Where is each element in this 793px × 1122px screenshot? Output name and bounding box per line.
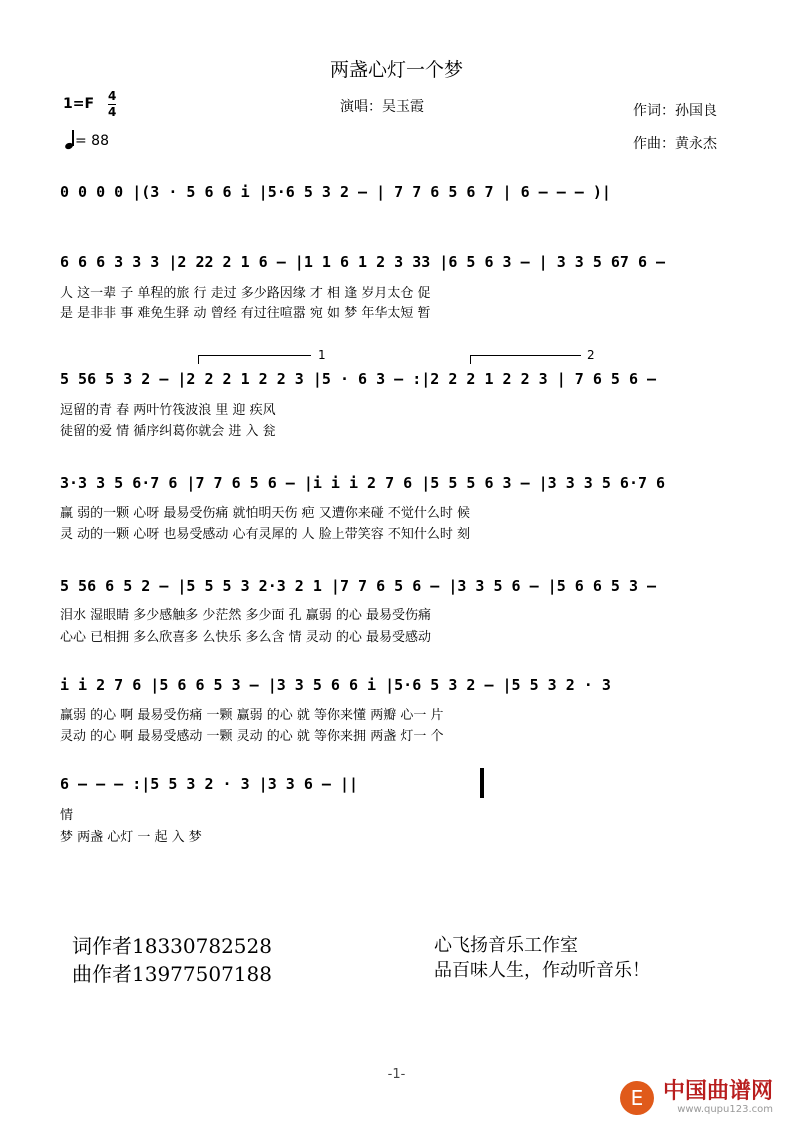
quarter-note-icon [65, 131, 75, 149]
lyric-line-6b: 灵动 的心 啊 最易受感动 一颗 灵动 的心 就 等你来拥 两盏 灯一 个 [60, 729, 444, 744]
time-sig-bottom: 4 [108, 105, 117, 119]
notation-line-4: 3·3 3 5 6·7 6 |7 7 6 5 6 – |i i i 2 7 6 |5 5 5 6 3 – |3 3 3 5 6·7 6 [60, 474, 666, 492]
notation-line-1: 0 0 0 0 |(3 · 5 6 6 i |5·6 5 3 2 – | 7 7 6 5 6 7 | 6 – – – )| [60, 183, 611, 201]
volta-bracket-1 [198, 355, 311, 364]
lyric-line-3b: 徒留的爱 情 循序纠葛你就会 进 入 瓮 [60, 424, 276, 439]
lyric-line-6a: 赢弱 的心 啊 最易受伤痛 一颗 赢弱 的心 就 等你来懂 两瓣 心一 片 [60, 708, 444, 723]
notation-line-7: 6 – – – :|5 5 3 2 · 3 |3 3 6 – || [60, 775, 359, 793]
tempo-value: = 88 [75, 133, 109, 149]
watermark-name: 中国曲谱网 [662, 1079, 773, 1104]
tempo-marking [65, 131, 109, 149]
notation-line-2: 6 6 6 3 3 3 |2 22 2 1 6 – |1 1 6 1 2 3 33 |6 5 6 3 – | 3 3 5 67 6 – [60, 253, 666, 271]
volta-number-2: 2 [587, 348, 595, 362]
notation-line-5: 5 56 6 5 2 – |5 5 5 3 2·3 2 1 |7 7 6 5 6 – |3 3 5 6 – |5 6 6 5 3 – [60, 577, 657, 595]
lyric-line-5a: 泪水 湿眼睛 多少感触多 少茫然 多少面 孔 赢弱 的心 最易受伤痛 [60, 608, 432, 623]
lyric-line-4b: 灵 动的一颗 心呀 也易受感动 心有灵犀的 人 脸上带笑容 不知什么时 刻 [60, 527, 471, 542]
page-number: -1- [387, 1067, 406, 1082]
lyric-line-7b: 梦 两盏 心灯 一 起 入 梦 [60, 830, 202, 845]
lyric-line-3a: 逗留的青 春 两叶竹筏波浪 里 迎 疾风 [60, 403, 276, 418]
composer: 作曲：黄永杰 [633, 136, 717, 152]
studio-name: 心飞扬音乐工作室 [434, 935, 578, 956]
key-signature: 1=F [63, 96, 95, 112]
lyric-line-5b: 心心 已相拥 多么欣喜多 么快乐 多么含 情 灵动 的心 最易受感动 [60, 630, 432, 645]
notation-line-3: 5 56 5 3 2 – |2 2 2 1 2 2 3 |5 · 6 3 – :|2 2 2 1 2 2 3 | 7 6 5 6 – [60, 370, 657, 388]
lyricist: 作词：孙国良 [633, 103, 717, 119]
lyric-line-2a: 人 这一辈 子 单程的旅 行 走过 多少路因缘 才 相 逢 岁月太仓 促 [60, 286, 431, 301]
watermark-url: www.qupu123.com [677, 1104, 773, 1115]
lyricist-contact: 词作者18330782528 [72, 934, 272, 958]
singer: 演唱：吴玉霞 [340, 99, 424, 115]
volta-number-1: 1 [318, 348, 326, 362]
studio-slogan: 品百味人生，作动听音乐！ [434, 960, 650, 981]
lyric-line-7a: 情 [60, 808, 74, 823]
lyric-line-2b: 是 是非非 事 难免生驿 动 曾经 有过往喧嚣 宛 如 梦 年华太短 暂 [60, 306, 431, 321]
composer-contact: 曲作者13977507188 [72, 962, 272, 986]
time-signature [108, 89, 116, 120]
volta-bracket-2 [470, 355, 581, 364]
final-barline [480, 768, 484, 798]
logo-mark-icon: E [620, 1081, 654, 1115]
notation-line-6: i i 2 7 6 |5 6 6 5 3 – |3 3 5 6 6 i |5·6 5 3 2 – |5 5 3 2 · 3 [60, 676, 611, 694]
lyric-line-4a: 赢 弱的一颗 心呀 最易受伤痛 就怕明天伤 疤 又遭你来碰 不觉什么时 候 [60, 506, 471, 521]
watermark-logo [620, 1080, 773, 1115]
time-sig-top: 4 [108, 89, 117, 103]
song-title: 两盏心灯一个梦 [329, 59, 463, 81]
